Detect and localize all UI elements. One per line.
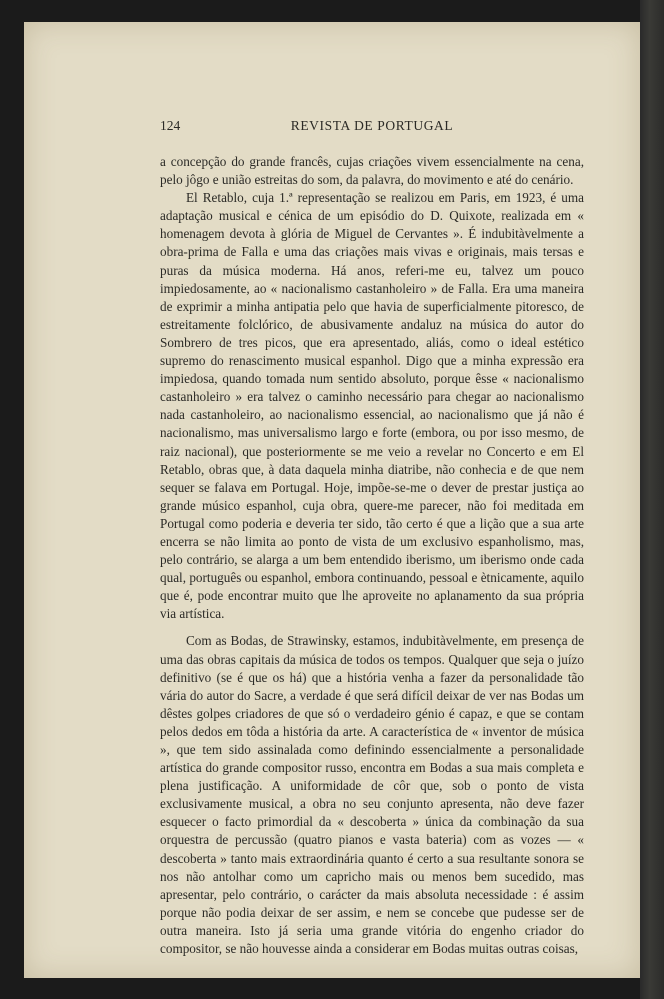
paragraph: El Retablo, cuja 1.ª representação se realizou em Paris, em 1923, é uma adaptação musical e cénica de um episódio do D. Quixote, realizada em « homenagem devota à glória de Miguel de Cervantes ». É indubitàvelmente a obra-prima de Falla e uma das criações mais vivas e originais, mais tersas e puras da música moderna. Há anos, referi-me eu, talvez um pouco impiedosamente, ao « nacionalismo castanholeiro » de Falla. Era uma maneira de exprimir a minha antipatia pelo que havia de superficialmente pitoresco, de estreitamente folclórico, de abusivamente andaluz na música do autor do Sombrero de tres picos, que era apresentado, aliás, como o ideal estético supremo do renascimento musical espanhol. Digo que a minha expressão era impiedosa, quando tomada num sentido absoluto, porque êsse « nacionalismo castanholeiro » era talvez o caminho necessário para chegar ao nacionalismo nada castanholeiro, ao nacionalismo essencial, ao nacionalismo que já não é nacionalismo, mas universalismo largo e forte (embora, ou por isso mesmo, de raiz nacional), que posteriormente se me veio a revelar no Concerto e em El Retablo, obras que, à data daquela minha diatribe, não conhecia e de que nem sequer se falava em Portugal. Hoje, impõe-se-me o dever de prestar justiça ao grande músico espanhol, cuja obra, quere-me parecer, não foi meditada em Portugal como poderia e deveria ter sido, tão certo é que a lição que a sua arte encerra se não limita ao ponto de vista de um exclusivo espanholismo, mas, pelo contrário, se alarga a um bem entendido iberismo, um iberismo onde cada qual, português ou espanhol, embora continuando, pessoal e ètnicamente, aquilo que é, pode encontrar muito que lhe aproveite no aplanamento da sua própria via artística. xyxy=(160,190,584,622)
page-header xyxy=(160,118,584,136)
paragraph-gap xyxy=(160,623,584,632)
page-edge xyxy=(640,0,664,999)
body-text xyxy=(160,153,584,958)
page-number: 124 xyxy=(160,118,181,133)
running-title: REVISTA DE PORTUGAL xyxy=(290,118,454,133)
paragraph: Com as Bodas, de Strawinsky, estamos, indubitàvelmente, em presença de uma das obras capitais da música de todos os tempos. Qualquer que seja o juízo definitivo (se é que os há) que a história venha a fazer da personalidade tão vária do autor do Sacre, a verdade é que será difícil deixar de ver nas Bodas um dêstes golpes criadores de que só o verdadeiro génio é capaz, e que se contam pelos dedos em tôda a história da arte. A característica de « inventor de música », que tem sido assinalada como definindo essencialmente a personalidade artística do grande compositor russo, encontra em Bodas a sua mais completa e plena justificação. A uniformidade de côr que, sob o ponto de vista exclusivamente musical, a obra no seu conjunto apresenta, não deve fazer esquecer o facto primordial da « descoberta » única da combinação da sua orquestra de percussão (quatro pianos e vasta bateria) com as vozes — « descoberta » tanto mais extraordinária quanto é certo a sua resultante sonora se nos não antolhar como um capricho mais ou menos bem sucedido, mas apresentar, pelo contrário, o carácter da mais absoluta necessidade : é assim porque não podia deixar de ser assim, e nem se concebe que pudesse ser de outra maneira. Isto já seria uma grande vitória do engenho criador do compositor, se não houvesse ainda a considerar em Bodas muitas outras coisas, xyxy=(160,633,584,957)
paragraph: a concepção do grande francês, cujas criações vivem essencialmente na cena, pelo jôgo e união estreitas do som, da palavra, do movimento e até do cenário. xyxy=(160,154,584,188)
